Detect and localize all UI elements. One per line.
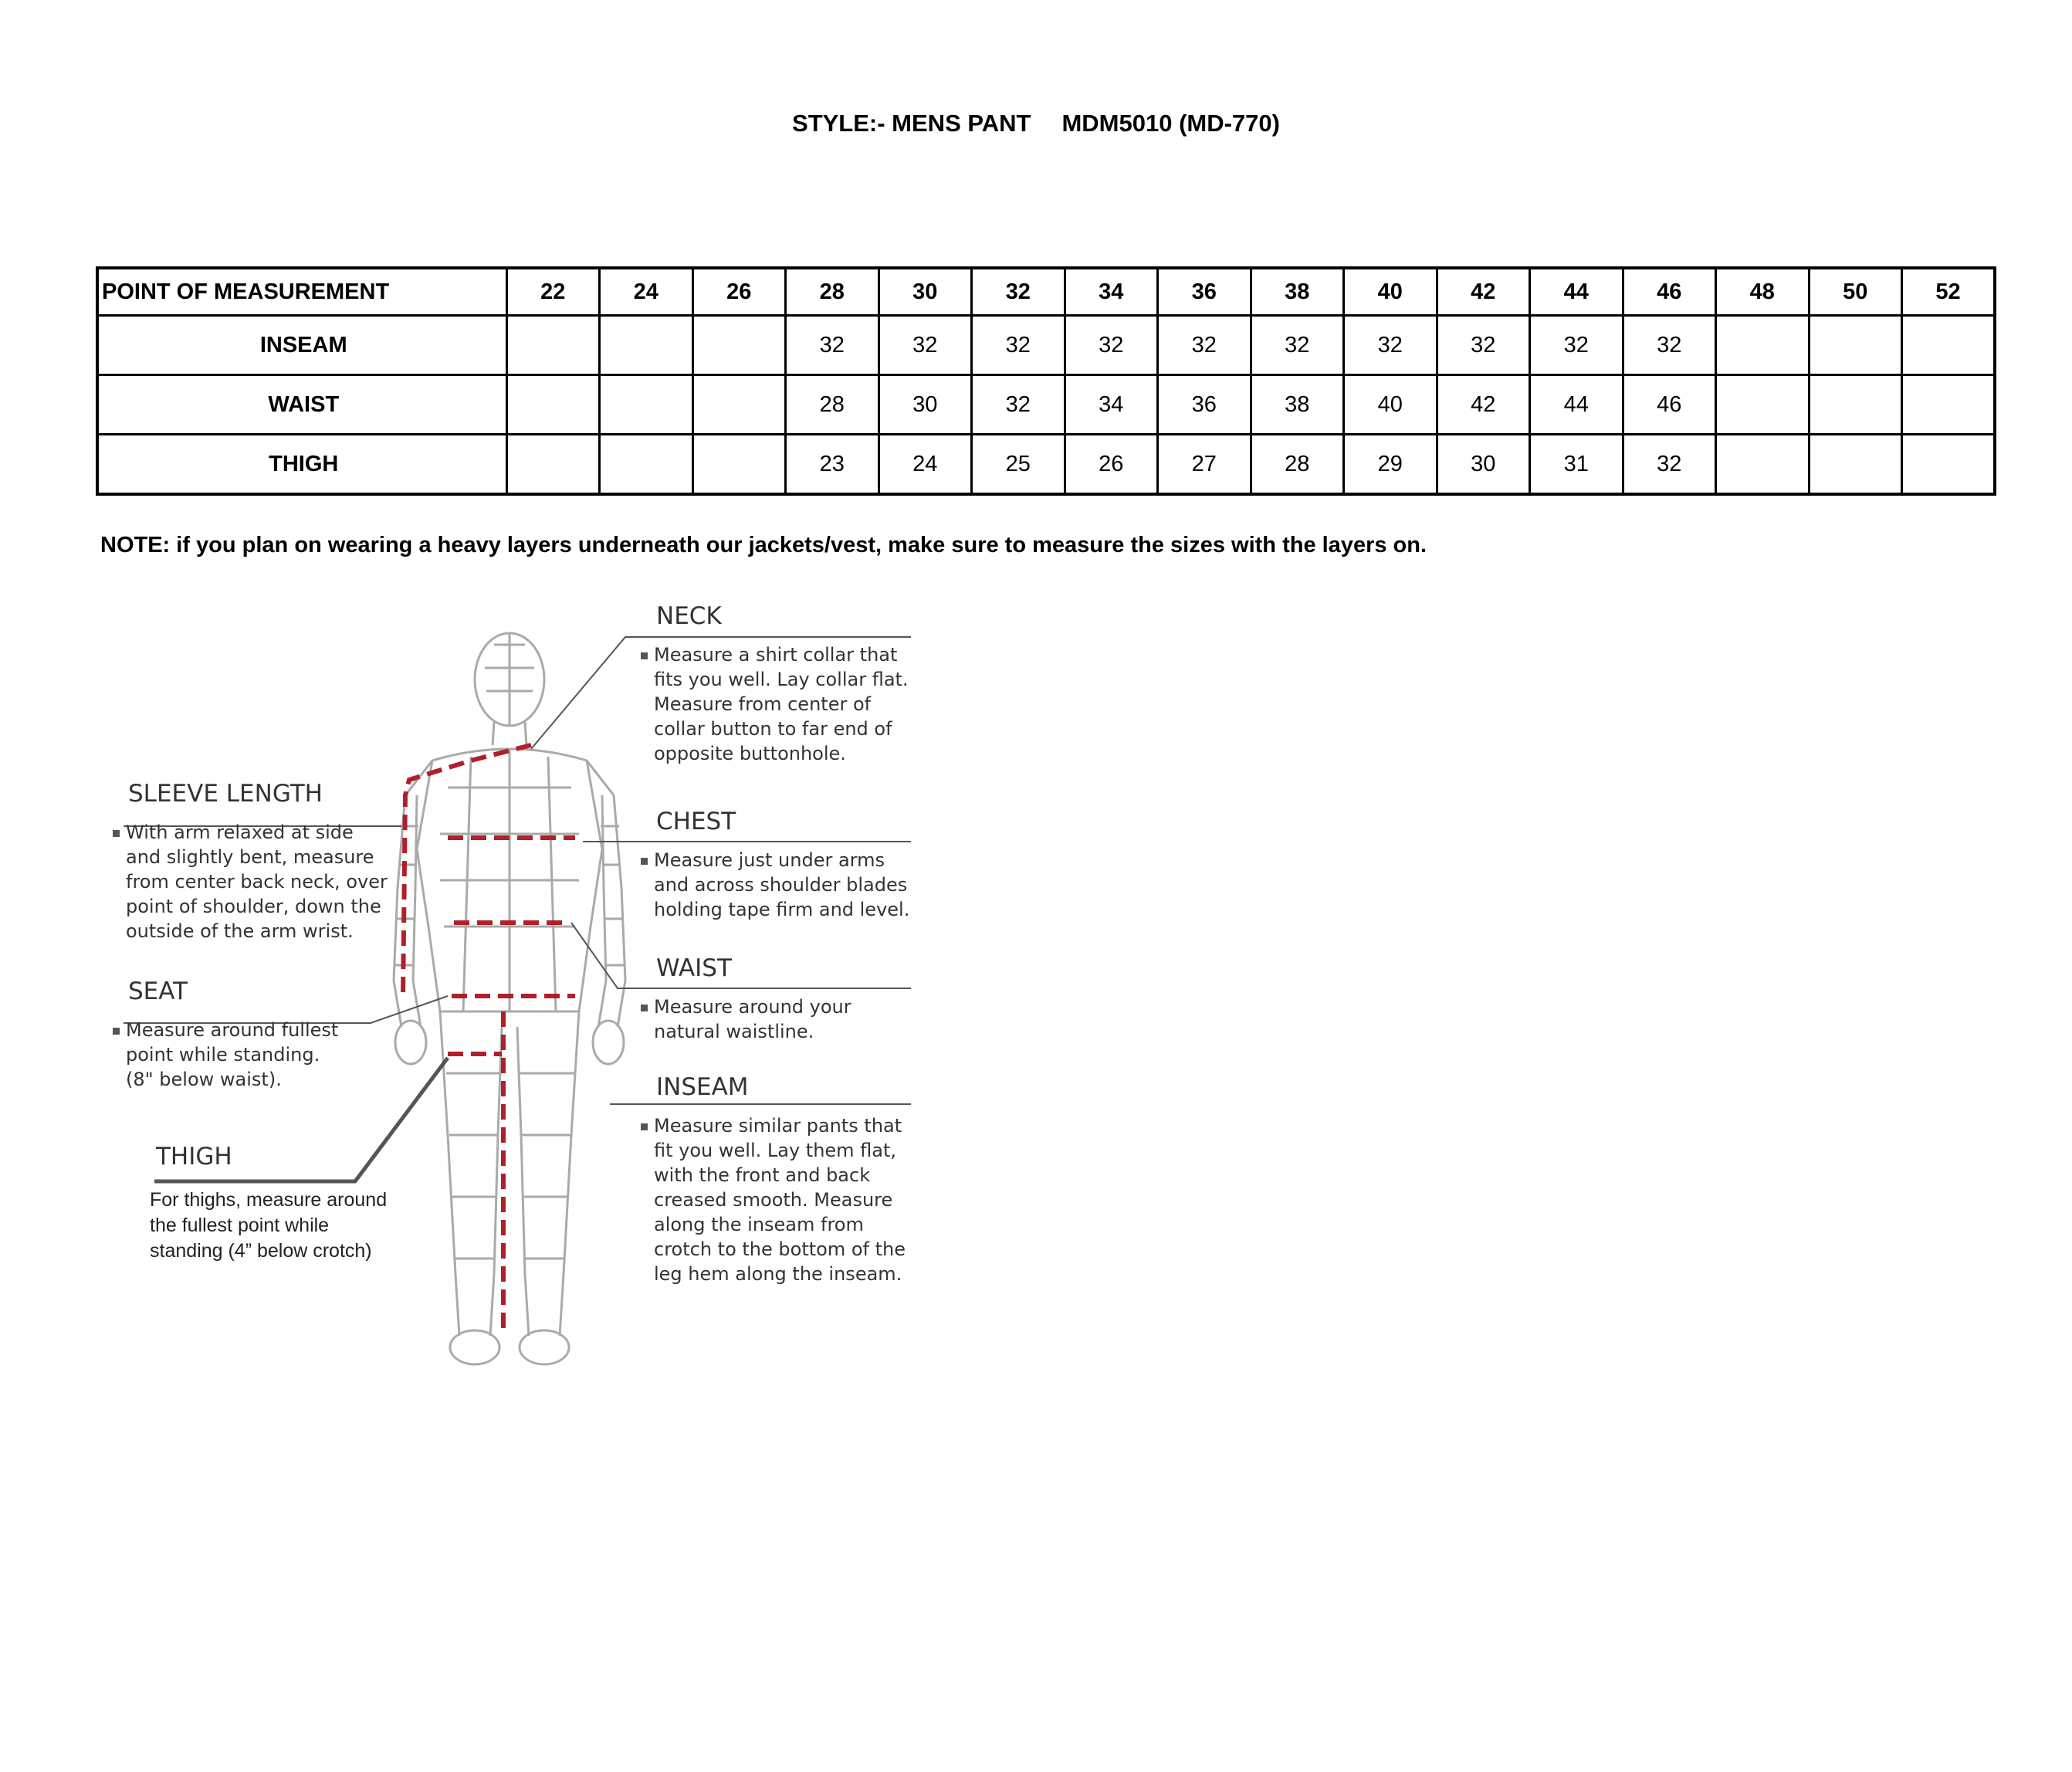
measurement-cell (506, 375, 600, 435)
measurement-cell (506, 435, 600, 495)
measurement-cell: 32 (972, 375, 1065, 435)
measurement-cell (600, 316, 693, 375)
seat-heading: SEAT (128, 977, 188, 1005)
inseam-heading: INSEAM (656, 1073, 749, 1101)
bullet-icon (641, 652, 648, 659)
measurement-cell: 32 (879, 316, 972, 375)
measurement-cell: 32 (972, 316, 1065, 375)
table-row (97, 435, 1995, 495)
bullet-icon (113, 1028, 120, 1035)
size-header-cell: 40 (1344, 268, 1437, 316)
measurement-cell (692, 316, 786, 375)
inseam-instructions: Measure similar pants that fit you well. Lay them flat, with the front and back creased smooth. Measure along the inseam from crotch to the bottom of the leg hem along the inseam. (641, 1113, 906, 1286)
measurement-cell (1716, 316, 1810, 375)
measurement-cell: 32 (1437, 316, 1530, 375)
thigh-instructions: For thighs, measure around the fullest point while standing (4” below crotch) (150, 1189, 388, 1262)
measurement-cell (1809, 375, 1902, 435)
measurement-cell: 30 (1437, 435, 1530, 495)
measurement-cell: 32 (1158, 316, 1251, 375)
size-header-cell: 48 (1716, 268, 1810, 316)
table-row (97, 375, 1995, 435)
measurement-cell: 32 (1065, 316, 1158, 375)
measurement-cell: 23 (786, 435, 879, 495)
size-header-cell: 38 (1251, 268, 1344, 316)
waist-heading: WAIST (656, 954, 732, 982)
neck-heading: NECK (656, 602, 722, 630)
size-header-cell: 46 (1623, 268, 1716, 316)
measurement-cell: 44 (1530, 375, 1623, 435)
size-header-cell: 50 (1809, 268, 1902, 316)
layering-note: NOTE: if you plan on wearing a heavy layers underneath our jackets/vest, make sure to measure the sizes with the layers on. (100, 533, 1427, 557)
measurement-cell: 24 (879, 435, 972, 495)
measurement-cell: 32 (1623, 316, 1716, 375)
measurement-cell: 28 (786, 375, 879, 435)
measurement-cell (1902, 435, 1996, 495)
size-header-cell: 22 (506, 268, 600, 316)
row-label-cell: WAIST (97, 375, 506, 435)
bullet-icon (641, 858, 648, 865)
size-header-cell: 32 (972, 268, 1065, 316)
size-header-cell: 36 (1158, 268, 1251, 316)
measurement-cell (1809, 435, 1902, 495)
measurement-cell: 40 (1344, 375, 1437, 435)
chest-heading: CHEST (656, 808, 736, 835)
measurement-cell (1902, 316, 1996, 375)
measurement-cell: 36 (1158, 375, 1251, 435)
measurement-cell: 29 (1344, 435, 1437, 495)
measurement-cell (506, 316, 600, 375)
measurement-cell (600, 435, 693, 495)
measurement-cell: 38 (1251, 375, 1344, 435)
measurement-cell: 30 (879, 375, 972, 435)
measurement-cell (1716, 375, 1810, 435)
measurement-cell: 31 (1530, 435, 1623, 495)
row-label-cell: THIGH (97, 435, 506, 495)
measurement-cell (1716, 435, 1810, 495)
header-label-cell: POINT OF MEASUREMENT (97, 268, 506, 316)
measurement-cell (692, 435, 786, 495)
measurement-cell (692, 375, 786, 435)
measurement-cell: 42 (1437, 375, 1530, 435)
size-header-cell: 30 (879, 268, 972, 316)
measurement-cell: 32 (1530, 316, 1623, 375)
measurement-cell: 32 (1344, 316, 1437, 375)
bullet-icon (641, 1005, 648, 1011)
seat-instructions: Measure around fullest point while standing. (8" below waist). (113, 1018, 338, 1092)
thigh-heading: THIGH (156, 1143, 232, 1171)
size-header-cell: 24 (600, 268, 693, 316)
size-header-cell: 34 (1065, 268, 1158, 316)
page-title (0, 110, 2072, 137)
sleeve-length-instructions: With arm relaxed at side and slightly bent, measure from center back neck, over point of shoulder, down the outside of the arm wrist. (113, 820, 388, 944)
style-code: MDM5010 (MD-770) (1061, 110, 1280, 137)
measurement-cell: 25 (972, 435, 1065, 495)
size-header-cell: 28 (786, 268, 879, 316)
row-label-cell: INSEAM (97, 316, 506, 375)
chest-instructions: Measure just under arms and across shoulder blades holding tape firm and level. (641, 848, 909, 922)
measurement-guide (108, 595, 926, 1382)
measurement-cell: 32 (786, 316, 879, 375)
measurement-cell: 27 (1158, 435, 1251, 495)
measurement-cell: 28 (1251, 435, 1344, 495)
measurement-cell (1902, 375, 1996, 435)
size-header-cell: 42 (1437, 268, 1530, 316)
measurement-cell: 32 (1623, 435, 1716, 495)
measurement-cell (600, 375, 693, 435)
table-row (97, 316, 1995, 375)
neck-instructions: Measure a shirt collar that fits you well. Lay collar flat. Measure from center of collar button to far end of opposite buttonhole. (641, 642, 909, 766)
style-name: STYLE:- MENS PANT (792, 110, 1031, 137)
size-chart-table (96, 266, 1996, 496)
size-header-cell: 44 (1530, 268, 1623, 316)
sleeve-length-heading: SLEEVE LENGTH (128, 780, 323, 808)
measurement-cell: 34 (1065, 375, 1158, 435)
bullet-icon (113, 830, 120, 837)
measurement-cell (1809, 316, 1902, 375)
measurement-cell: 26 (1065, 435, 1158, 495)
waist-instructions: Measure around your natural waistline. (641, 994, 851, 1044)
size-header-cell: 52 (1902, 268, 1996, 316)
bullet-icon (641, 1123, 648, 1130)
measurement-cell: 32 (1251, 316, 1344, 375)
size-header-cell: 26 (692, 268, 786, 316)
table-header-row (97, 268, 1995, 316)
measurement-cell: 46 (1623, 375, 1716, 435)
